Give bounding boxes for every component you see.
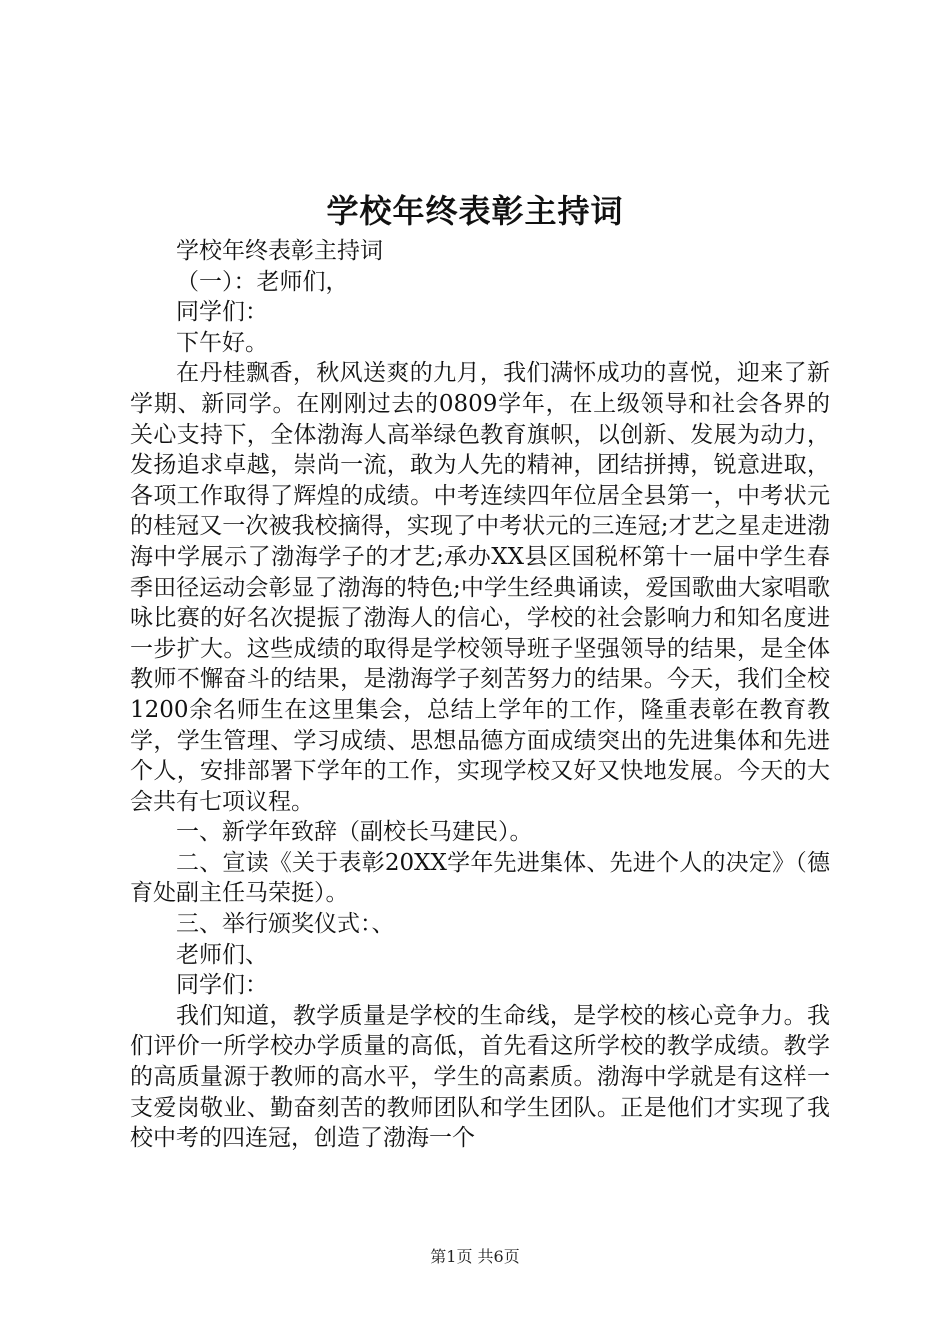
paragraph: 同学们： [176, 972, 268, 999]
paragraph: （一）：老师们， [176, 268, 349, 295]
paragraph: 在丹桂飘香，秋风送爽的九月，我们满怀成功的喜悦，迎来了新学期、新同学。在刚刚过去的0809学年，在上级领导和社会各界的关心支持下，全体渤海人高举绿色教育旗帜，以创新、发展为动力，发扬追求卓越，崇尚一流，敢为人先的精神，团结拼搏，锐意进取，各项工作取得了辉煌的成绩。中考连续四年位居全县第一，中考状元的桂冠又一次被我校摘得，实现了中考状元的三连冠;才艺之星走进渤海中学展示了渤海学子的才艺;承办XX县区国税杯第十一届中学生春季田径运动会彰显了渤海的特色;中学生经典诵读，爱国歌曲大家唱歌咏比赛的好名次提振了渤海人的信心，学校的社会影响力和知名度进一步扩大。这些成绩的取得是学校领导班子坚强领导的结果，是全体教师不懈奋斗的结果，是渤海学子刻苦努力的结果。今天，我们全校1200余名师生在这里集会，总结上学年的工作，隆重表彰在教育教学，学生管理、学习成绩、思想品德方面成绩突出的先进集体和先进个人，安排部署下学年的工作，实现学校又好又快地发展。今天的大会共有七项议程。 [130, 360, 830, 815]
paragraph: 老师们、 [176, 941, 268, 968]
document-title: 学校年终表彰主持词 [326, 192, 624, 230]
paragraph: 同学们： [176, 299, 268, 326]
paragraph: 一、新学年致辞（副校长马建民）。 [176, 819, 533, 846]
paragraph: 学校年终表彰主持词 [176, 238, 383, 264]
paragraph: 三、举行颁奖仪式：、 [176, 911, 395, 938]
paragraph: 二、宣读《关于表彰20XX学年先进集体、先进个人的决定》（德育处副主任马荣挺）。 [130, 849, 830, 907]
paragraph: 下午好。 [176, 329, 268, 356]
page-number-footer: 第1页 共6页 [430, 1247, 520, 1266]
paragraph: 我们知道，教学质量是学校的生命线，是学校的核心竞争力。我们评价一所学校办学质量的高低，首先看这所学校的教学成绩。教学的高质量源于教师的高水平，学生的高素质。渤海中学就是有这样一支爱岗敬业、勤奋刻苦的教师团队和学生团队。正是他们才实现了我校中考的四连冠，创造了渤海一个 [130, 1002, 830, 1152]
document-body [130, 236, 830, 1154]
